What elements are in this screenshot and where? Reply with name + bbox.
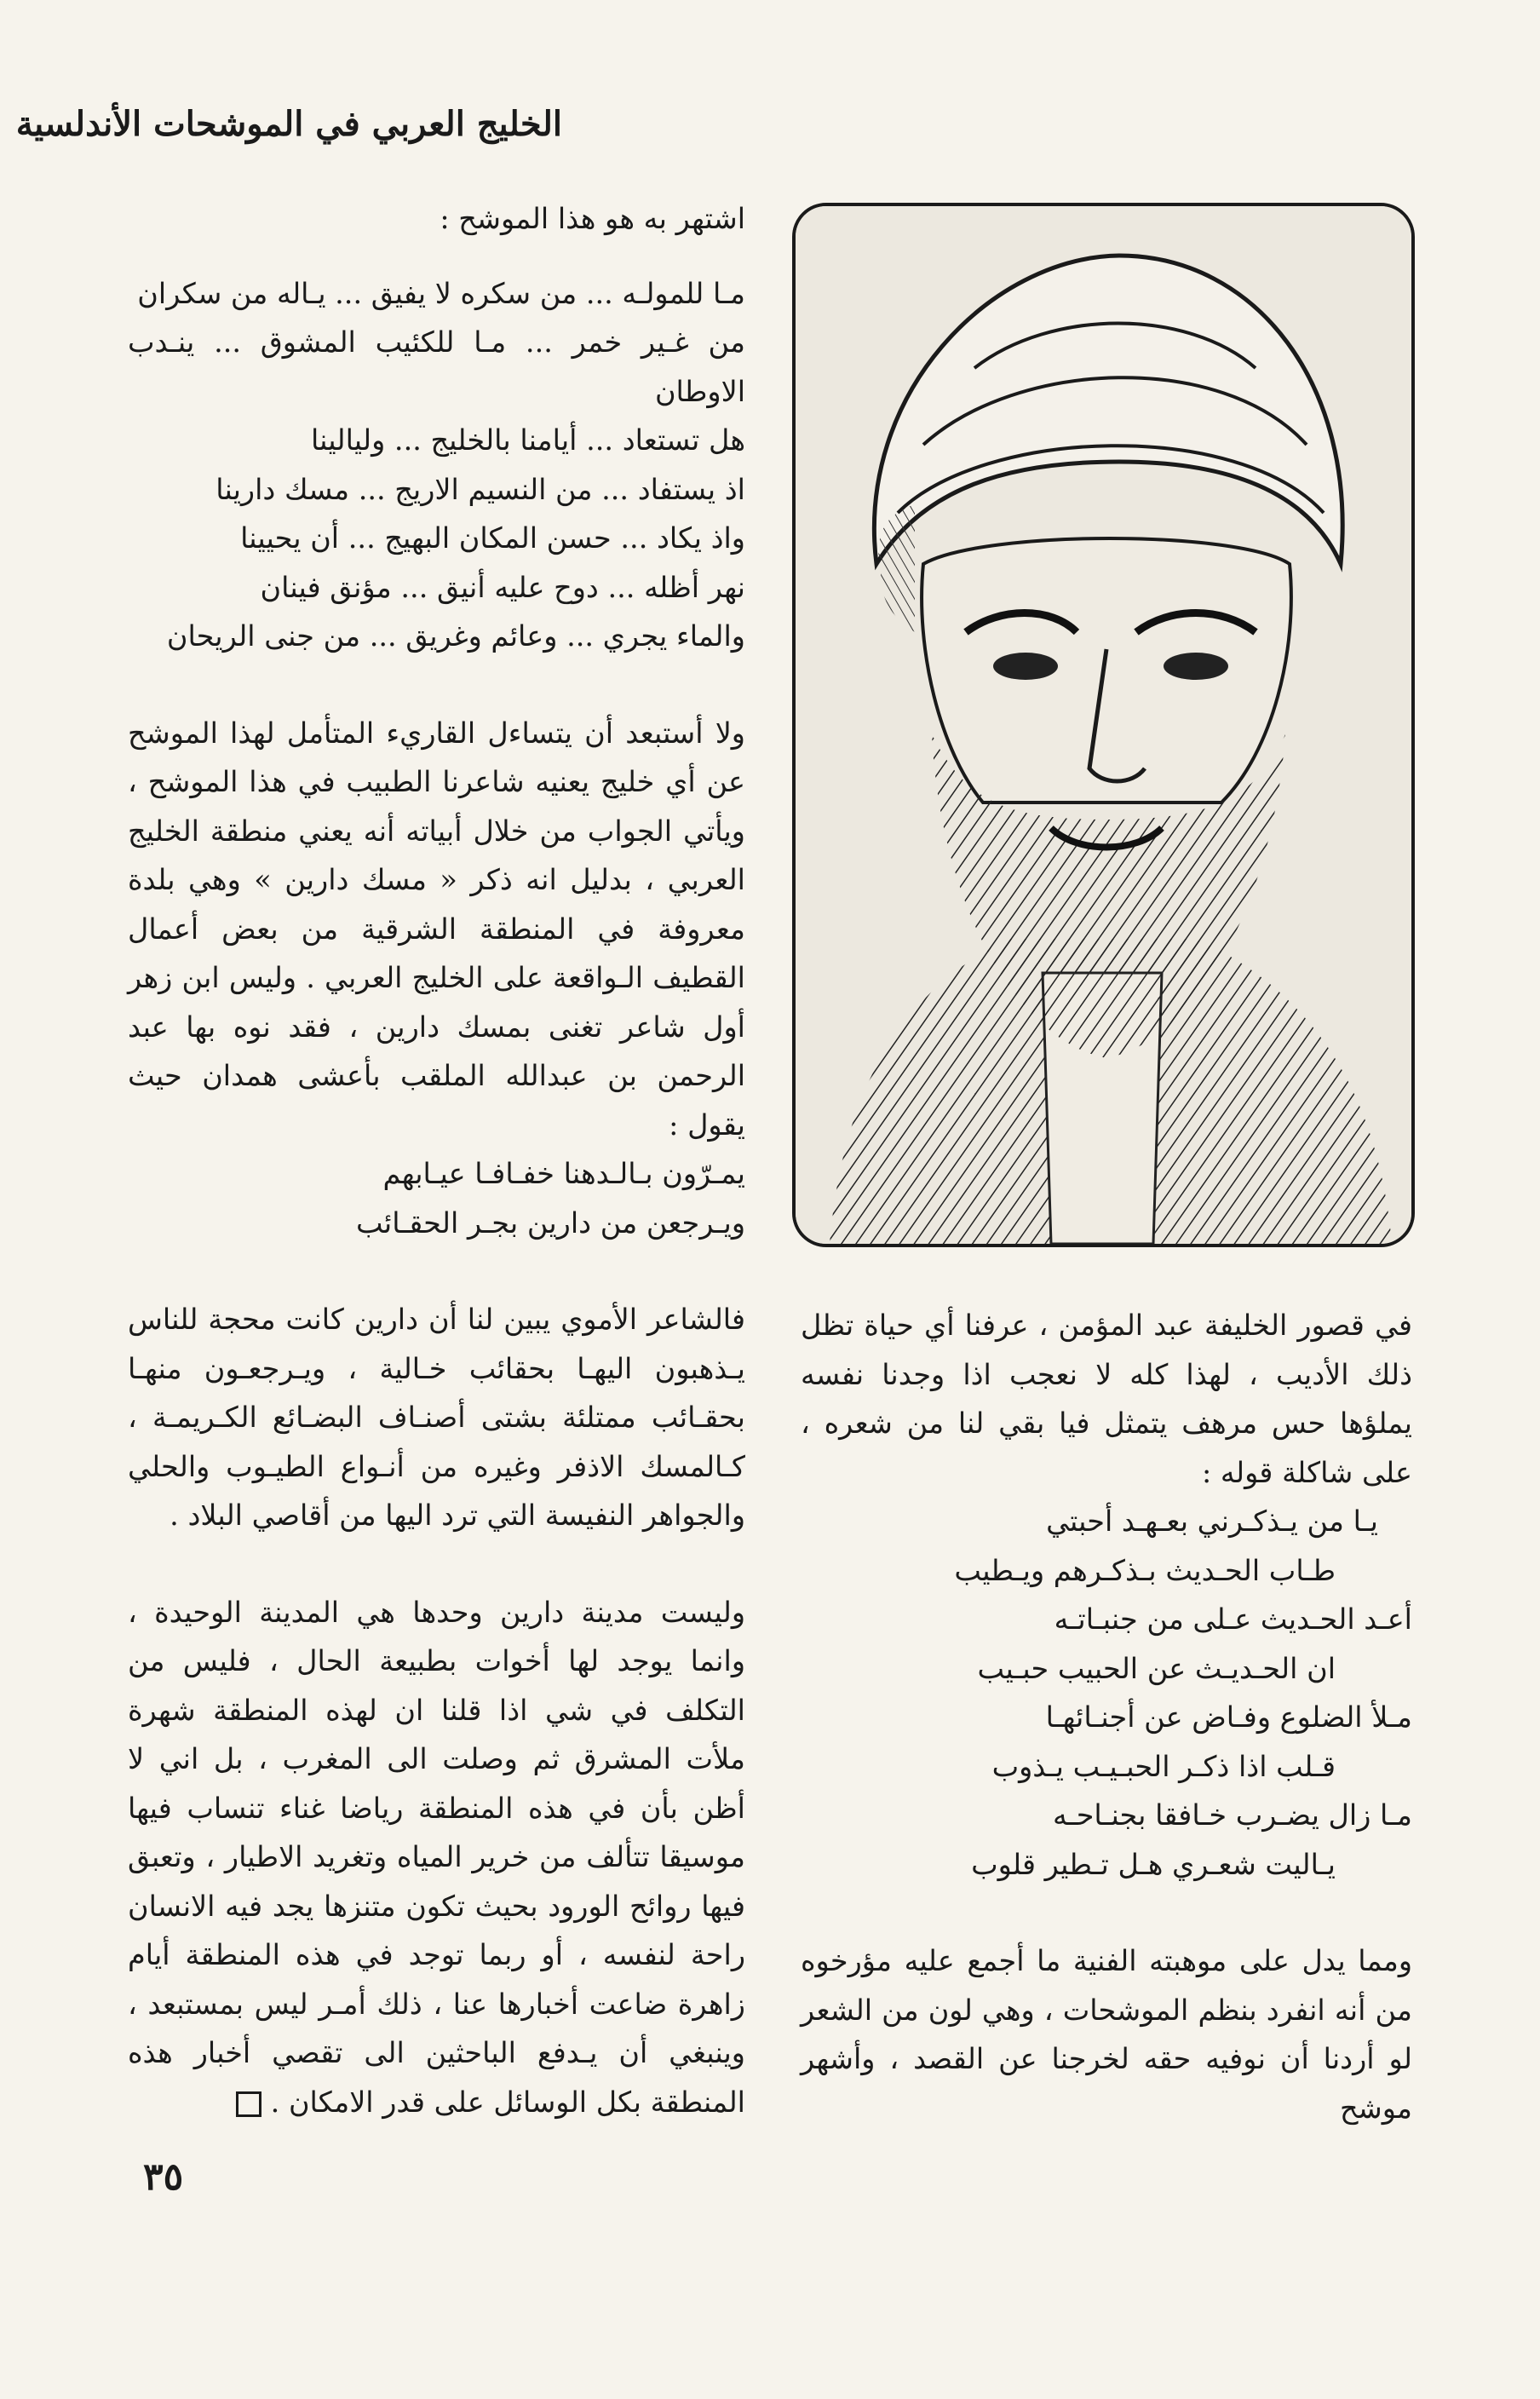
paragraph: ومما يدل على موهبته الفنية ما أجمع عليه مؤرخوه من أنه انفرد بنظم الموشحات ، وهي لون من الشعر لو أردنا أن نوفيه حقه لخرجنا عن القصد ، وأشهر موشح xyxy=(801,1944,1412,2125)
poem-line: قـلب اذا ذكـر الحبـيـب يـذوب xyxy=(991,1749,1336,1783)
paragraph: فالشاعر الأموي يبين لنا أن دارين كانت محجة للناس يـذهبون اليهـا بحقائب خـالية ، ويـرجعـون منهـا بحقـائب ممتلئة بشتى أصنـاف البضـائع الكـريمـة ، كـالمسك الاذفر وغيره من أنـواع الطيـوب والحلي والجواهر النفيسة التي ترد اليها من أقاصي البلاد . xyxy=(128,1303,745,1532)
poem-line: طـاب الحـديث بـذكـرهم ويـطيب xyxy=(954,1553,1336,1587)
poem-line: مـلأ الضلوع وفـاض عن أجنـائهـا xyxy=(1045,1700,1412,1734)
right-column xyxy=(801,1301,1412,2132)
portrait-drawing-icon xyxy=(796,206,1411,1244)
verse-line: ويـرجعن من دارين بجـر الحقـائب xyxy=(355,1205,745,1240)
left-column xyxy=(128,194,745,2126)
paragraph-text: وليست مدينة دارين وحدها هي المدينة الوحيدة ، وانما يوجد لها أخوات بطبيعة الحال ، فليس من التكلف في شي اذا قلنا ان لهذه المنطقة شهرة ملأت المشرق ثم وصلت الى المغرب ، بل اني لا أظن بأن في هذه المنطقة رياضا غناء تنساب فيها موسيقا تتألف من خرير المياه وتغريد الاطيار ، وتعبق فيها روائح الورود بحيث تكون متنزها يجد فيه الانسان راحة لنفسه ، أو ربما توجد في هذه المنطقة أيام زاهرة ضاعت أخبارها عنا ، ذلك أمـر ليس بمستبعد ، وينبغي أن يـدفع الباحثين الى تقصي أخبار هذه المنطقة بكل الوسائل على قدر الامكان . xyxy=(128,1595,745,2119)
page-number: ٣٥ xyxy=(143,2155,184,2199)
poem-line: مـا زال يضـرب خـافقا بجنـاحـه xyxy=(1052,1798,1412,1832)
poem-intro: اشتهر به هو هذا الموشح : xyxy=(440,202,745,235)
running-title: الخليج العربي في الموشحات الأندلسية xyxy=(15,104,562,144)
paragraph: في قصور الخليفة عبد المؤمن ، عرفنا أي حياة تظل ذلك الأديب ، لهذا كله لا نعجب اذا وجدنا نفسه يملؤها حس مرهف يتمثل فيا بقي لنا من شعره ، على شاكلة قوله : xyxy=(801,1309,1412,1489)
poem-line: يـا من يـذكـرني بعـهـد أحبتي xyxy=(1046,1504,1378,1538)
poem-line: هل تستعاد ... أيامنا بالخليج ... وليالينا xyxy=(310,423,745,457)
end-square-icon xyxy=(236,2091,261,2117)
poem-line: من غـير خمر ... مـا للكئيب المشوق ... ينـدب الاوطان xyxy=(128,325,745,408)
poem-line: واذ يكاد ... حسن المكان البهيج ... أن يحيينا xyxy=(240,521,745,555)
poem-line: مـا للمولـه ... من سكره لا يفيق ... يـاله من سكران xyxy=(137,276,745,310)
poem-line: أعـد الحـديث عـلى من جنبـاتـه xyxy=(1054,1602,1412,1636)
portrait-illustration xyxy=(792,203,1415,1247)
verse-line: يمـرّون بـالـدهنا خفـافـا عيـابهم xyxy=(382,1157,745,1190)
poem-line: يـاليت شعـري هـل تـطير قلوب xyxy=(971,1847,1336,1881)
poem-line: اذ يستفاد ... من النسيم الاريج ... مسك دارينا xyxy=(215,472,745,506)
poem-line: ان الحـديـث عن الحبيب حبـيب xyxy=(977,1651,1336,1685)
poem-line: والماء يجري ... وعائم وغريق ... من جنى الريحان xyxy=(166,619,745,653)
paragraph xyxy=(128,1588,745,2127)
poem-line: نهر أظله ... دوح عليه أنيق ... مؤنق فينان xyxy=(260,570,745,604)
paragraph: ولا أستبعد أن يتساءل القاريء المتأمل لهذا الموشح عن أي خليج يعنيه شاعرنا الطبيب في هذا الموشح ، ويأتي الجواب من خلال أبياته أنه يعني منطقة الخليج العربي ، بدليل انه ذكر « مسك دارين » وهي بلدة معروفة في المنطقة الشرقية من بعض أعمال القطيف الـواقعة على الخليج العربي . وليس ابن زهر أول شاعر تغنى بمسك دارين ، فقد نوه بها عبد الرحمن بن عبدالله الملقب بأعشى همدان حيث يقول : xyxy=(128,716,745,1142)
